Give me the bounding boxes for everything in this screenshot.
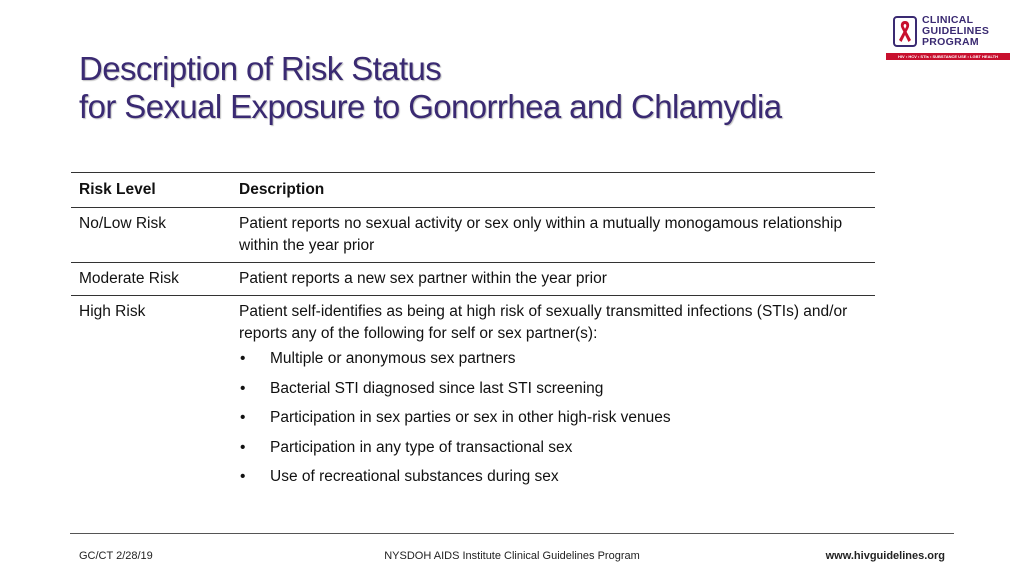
description-cell: Patient reports a new sex partner within the year prior (239, 270, 607, 287)
risk-level-cell: Moderate Risk (79, 270, 179, 287)
logo-line-3: PROGRAM (922, 36, 979, 48)
table-row (71, 208, 875, 263)
bullet-glyph: • (240, 409, 246, 426)
description-text: Patient self-identifies as being at high risk of sexually transmitted infections (STIs) and/or reports any of the following for self or sex partner(s): (239, 303, 848, 342)
risk-status-table (71, 172, 875, 501)
risk-factor-list (239, 348, 875, 488)
description-cell (231, 296, 875, 501)
page-title (79, 50, 879, 126)
list-item-text: Use of recreational substances during sex (270, 468, 559, 485)
header-description: Description (239, 181, 325, 198)
list-item (239, 437, 875, 459)
risk-level-cell: High Risk (79, 303, 146, 320)
bullet-glyph: • (240, 350, 246, 367)
logo-wordmark (922, 15, 989, 48)
footer-divider (70, 533, 954, 534)
logo-tagline: HIV • HCV • STIs • SUBSTANCE USE • LGBT HEALTH (886, 53, 1010, 60)
footer-program-name: NYSDOH AIDS Institute Clinical Guidelines Program (384, 550, 640, 562)
list-item-text: Bacterial STI diagnosed since last STI screening (270, 379, 604, 397)
table-row (71, 263, 875, 296)
list-item (239, 407, 875, 429)
description-cell: Patient reports no sexual activity or sex only within a mutually monogamous relationship within the year prior (239, 215, 843, 254)
table-row (71, 296, 875, 501)
list-item-text: Multiple or anonymous sex partners (270, 350, 516, 367)
red-ribbon-icon (893, 16, 917, 47)
title-line-1: Description of Risk Status (79, 50, 442, 87)
footer-date: GC/CT 2/28/19 (79, 550, 153, 562)
bullet-glyph: • (240, 379, 246, 397)
list-item (239, 466, 875, 488)
clinical-guidelines-program-logo (886, 14, 1010, 64)
list-item (239, 348, 875, 370)
logo-line-1: CLINICAL (922, 14, 974, 26)
list-item-text: Participation in sex parties or sex in other high-risk venues (270, 409, 671, 426)
header-risk-level: Risk Level (79, 181, 156, 198)
bullet-glyph: • (240, 468, 246, 485)
list-item (239, 378, 875, 400)
table-header-row (71, 173, 875, 208)
title-line-2: for Sexual Exposure to Gonorrhea and Chlamydia (79, 88, 782, 125)
list-item-text: Participation in any type of transactional sex (270, 438, 573, 456)
footer-website-link[interactable]: www.hivguidelines.org (825, 550, 945, 562)
risk-level-cell: No/Low Risk (79, 215, 166, 232)
bullet-glyph: • (240, 438, 246, 456)
logo-line-2: GUIDELINES (922, 25, 990, 37)
